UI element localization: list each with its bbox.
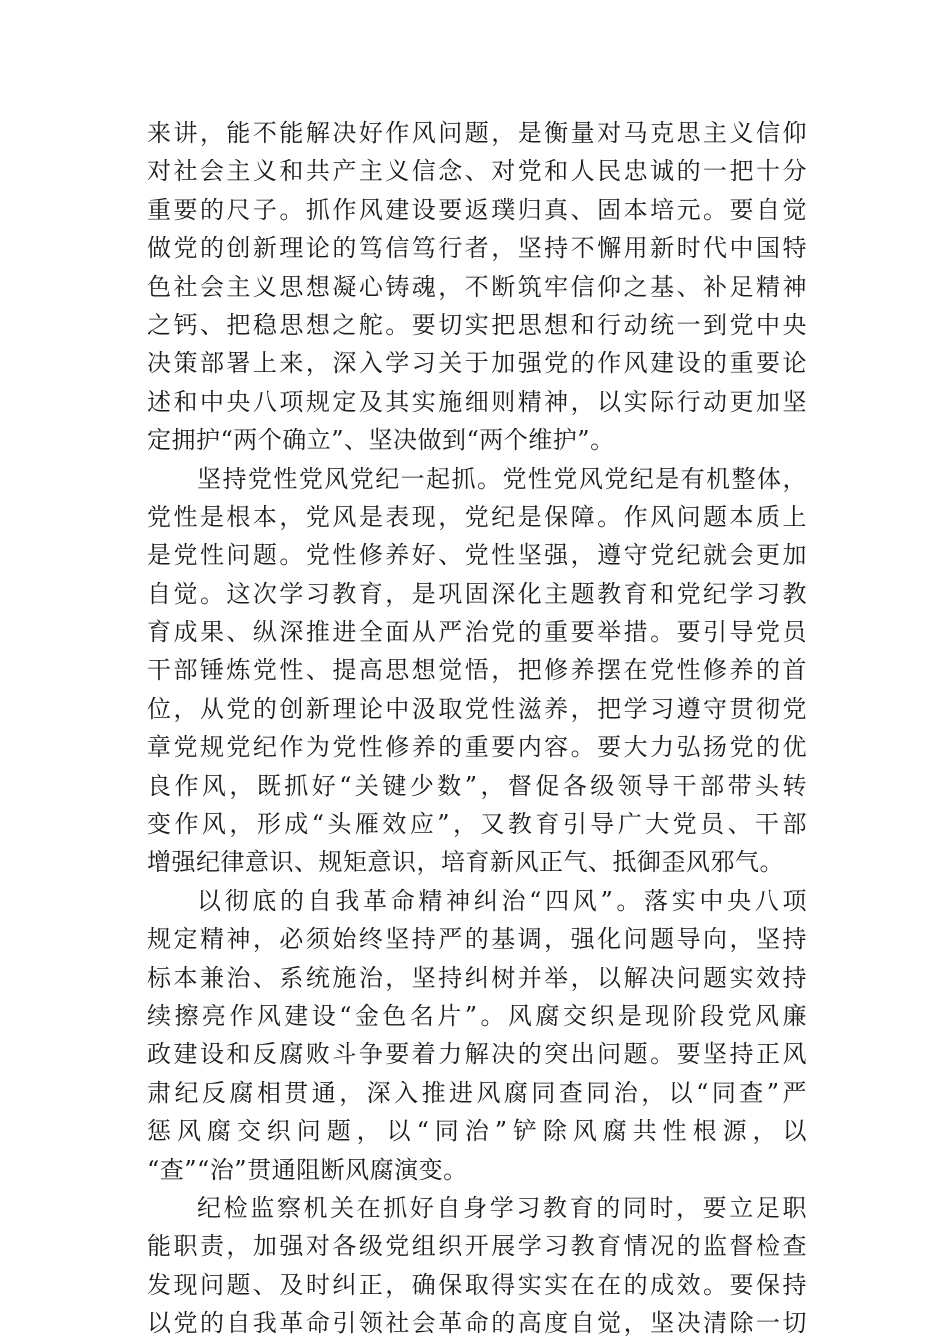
text-line: 章党规党纪作为党性修养的重要内容。要大力弘扬党的优 bbox=[147, 733, 807, 762]
text-line: 自觉。这次学习教育，是巩固深化主题教育和党纪学习教 bbox=[147, 579, 807, 608]
text-line: 之钙、把稳思想之舵。要切实把思想和行动统一到党中央 bbox=[147, 310, 807, 339]
text-line: 重要的尺子。抓作风建设要返璞归真、固本培元。要自觉 bbox=[147, 195, 807, 224]
paragraph-1 bbox=[147, 114, 807, 460]
paragraph-3 bbox=[147, 882, 807, 1189]
paragraph-4 bbox=[147, 1189, 807, 1343]
text-line: 肃纪反腐相贯通，深入推进风腐同查同治，以“同查”严 bbox=[147, 1078, 807, 1107]
text-line: 纪检监察机关在抓好自身学习教育的同时，要立足职 bbox=[197, 1193, 807, 1222]
paragraph-2 bbox=[147, 460, 807, 882]
text-line: 色社会主义思想凝心铸魂，不断筑牢信仰之基、补足精神 bbox=[147, 272, 807, 301]
text-line: 干部锤炼党性、提高思想觉悟，把修养摆在党性修养的首 bbox=[147, 656, 807, 685]
text-line: 述和中央八项规定及其实施细则精神，以实际行动更加坚 bbox=[147, 387, 807, 416]
text-line: 政建设和反腐败斗争要着力解决的突出问题。要坚持正风 bbox=[147, 1040, 807, 1069]
text-line: “查”“治”贯通阻断风腐演变。 bbox=[147, 1155, 468, 1184]
text-line: 来讲，能不能解决好作风问题，是衡量对马克思主义信仰 bbox=[147, 119, 807, 147]
text-line: 党性是根本，党风是表现，党纪是保障。作风问题本质上 bbox=[147, 502, 807, 531]
text-line: 决策部署上来，深入学习关于加强党的作风建设的重要论 bbox=[147, 349, 807, 378]
text-line: 定拥护“两个确立”、坚决做到“两个维护”。 bbox=[147, 426, 615, 455]
text-line: 以彻底的自我革命精神纠治“四风”。落实中央八项 bbox=[197, 886, 807, 915]
text-line: 变作风，形成“头雁效应”，又教育引导广大党员、干部 bbox=[147, 810, 807, 839]
text-line: 规定精神，必须始终坚持严的基调，强化问题导向，坚持 bbox=[147, 925, 807, 954]
document-body bbox=[147, 114, 807, 1343]
text-line: 以党的自我革命引领社会革命的高度自觉，坚决清除一切 bbox=[147, 1309, 807, 1338]
text-line: 增强纪律意识、规矩意识，培育新风正气、抵御歪风邪气。 bbox=[147, 848, 784, 877]
text-line: 能职责，加强对各级党组织开展学习教育情况的监督检查 bbox=[147, 1232, 807, 1261]
text-line: 育成果、纵深推进全面从严治党的重要举措。要引导党员 bbox=[147, 618, 807, 647]
text-line: 发现问题、及时纠正，确保取得实实在在的成效。要保持 bbox=[147, 1270, 807, 1299]
text-line: 位，从党的创新理论中汲取党性滋养，把学习遵守贯彻党 bbox=[147, 694, 807, 723]
text-line: 做党的创新理论的笃信笃行者，坚持不懈用新时代中国特 bbox=[147, 234, 807, 263]
text-line: 对社会主义和共产主义信念、对党和人民忠诚的一把十分 bbox=[147, 157, 807, 186]
text-line: 良作风，既抓好“关键少数”，督促各级领导干部带头转 bbox=[147, 771, 807, 800]
text-line: 续擦亮作风建设“金色名片”。风腐交织是现阶段党风廉 bbox=[147, 1001, 807, 1030]
text-line: 标本兼治、系统施治，坚持纠树并举，以解决问题实效持 bbox=[147, 963, 807, 992]
text-line: 惩风腐交织问题，以“同治”铲除风腐共性根源，以 bbox=[147, 1117, 807, 1146]
text-line: 坚持党性党风党纪一起抓。党性党风党纪是有机整体， bbox=[197, 464, 807, 493]
text-line: 是党性问题。党性修养好、党性坚强，遵守党纪就会更加 bbox=[147, 541, 807, 570]
